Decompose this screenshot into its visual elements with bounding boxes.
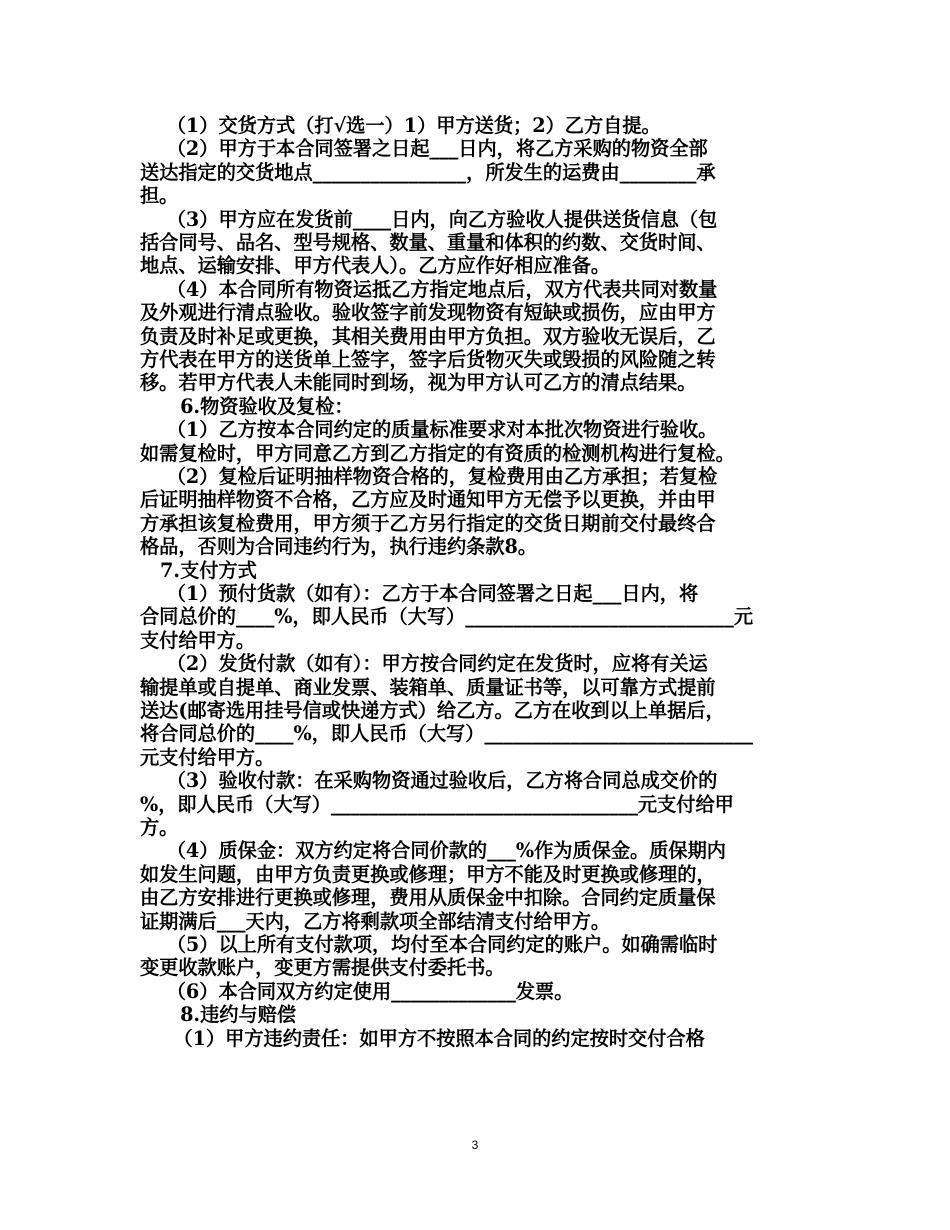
text-line: 后证明抽样物资不合格，乙方应及时通知甲方无偿予以更换，并由甲 (140, 488, 716, 512)
text-line: 8.违约与赔偿 (140, 1003, 297, 1027)
text-line: （1）交货方式（打√选一）1）甲方送货；2）乙方自提。 (140, 114, 661, 137)
text-line: 及外观进行清点验收。验收签字前发现物资有短缺或损伤，应由甲方 (140, 301, 716, 325)
text-line: 负责及时补足或更换，其相关费用由甲方负担。双方验收无误后，乙 (140, 324, 716, 348)
text-line: （4）本合同所有物资运抵乙方指定地点后，双方代表共同对数量 (140, 277, 718, 301)
text-line: 方。 (140, 816, 179, 839)
text-line: （2）发货付款（如有）：甲方按合同约定在发货时，应将有关运 (140, 652, 708, 676)
text-line: 送达(邮寄选用挂号信或快递方式）给乙方。乙方在收到以上单据后， (140, 699, 725, 722)
text-line: 变更收款账户，变更方需提供支付委托书。 (140, 956, 505, 980)
text-line: 如需复检时，甲方同意乙方到乙方指定的有资质的检测机构进行复检。 (140, 441, 735, 465)
text-line: 支付给甲方。 (140, 628, 256, 652)
text-line: 7.支付方式 (140, 558, 257, 582)
text-line: 如发生问题，由甲方负责更换或修理；甲方不能及时更换或修理的， (140, 862, 716, 886)
text-line: （2）甲方于本合同签署之日起___日内，将乙方采购的物资全部 (140, 137, 708, 161)
text-line: （1）乙方按本合同约定的质量标准要求对本批次物资进行验收。 (140, 418, 718, 442)
text-line: （1）预付货款（如有）：乙方于本合同签署之日起___日内，将 (140, 582, 699, 605)
text-line: 输提单或自提单、商业发票、装箱单、质量证书等，以可靠方式提前 (140, 675, 716, 699)
text-line: （5）以上所有支付款项，均付至本合同约定的账户。如确需临时 (140, 933, 718, 956)
text-line: 送达指定的交货地点________________，所发生的运费由________承 (140, 160, 716, 184)
text-line: （1）甲方违约责任：如甲方不按照本合同的约定按时交付合格 (140, 1026, 705, 1050)
text-line: （2）复检后证明抽样物资合格的，复检费用由乙方承担；若复检 (140, 465, 718, 488)
text-line: （6）本合同双方约定使用_____________发票。 (140, 979, 574, 1003)
text-line: 格品，否则为合同违约行为，执行违约条款8。 (140, 535, 538, 559)
text-line: 地点、运输安排、甲方代表人）。乙方应作好相应准备。 (140, 254, 611, 278)
text-line: 由乙方安排进行更换或修理，费用从质保金中扣除。合同约定质量保 (140, 886, 716, 910)
text-line: 方代表在甲方的送货单上签字，签字后货物灭失或毁损的风险随之转 (140, 348, 716, 371)
text-line: 证期满后___天内，乙方将剩款项全部结清支付给甲方。 (140, 909, 611, 933)
text-line: （4）质保金：双方约定将合同价款的___%作为质保金。质保期内 (140, 839, 726, 863)
text-line: 将合同总价的____%，即人民币（大写）____________________________ (140, 722, 754, 746)
page-number: 3 (471, 1138, 479, 1152)
text-line: 合同总价的____%，即人民币（大写）____________________________元 (140, 605, 754, 629)
text-line: 移。若甲方代表人未能同时到场，视为甲方认可乙方的清点结果。 (140, 371, 697, 395)
text-line: （3）甲方应在发货前____日内，向乙方验收人提供送货信息（包 (140, 207, 718, 231)
text-line: 担。 (140, 184, 179, 208)
text-line: 方承担该复检费用，甲方须于乙方另行指定的交货日期前交付最终合 (140, 511, 716, 535)
text-line: （3）验收付款：在采购物资通过验收后，乙方将合同总成交价的 (140, 769, 718, 793)
text-line: 6.物资验收及复检： (140, 394, 354, 418)
text-line: 元支付给甲方。 (140, 745, 275, 769)
text-line: %，即人民币（大写）________________________________元支付给甲 (140, 792, 734, 816)
text-line: 括合同号、品名、型号规格、数量、重量和体积的约数、交货时间、 (140, 231, 716, 254)
